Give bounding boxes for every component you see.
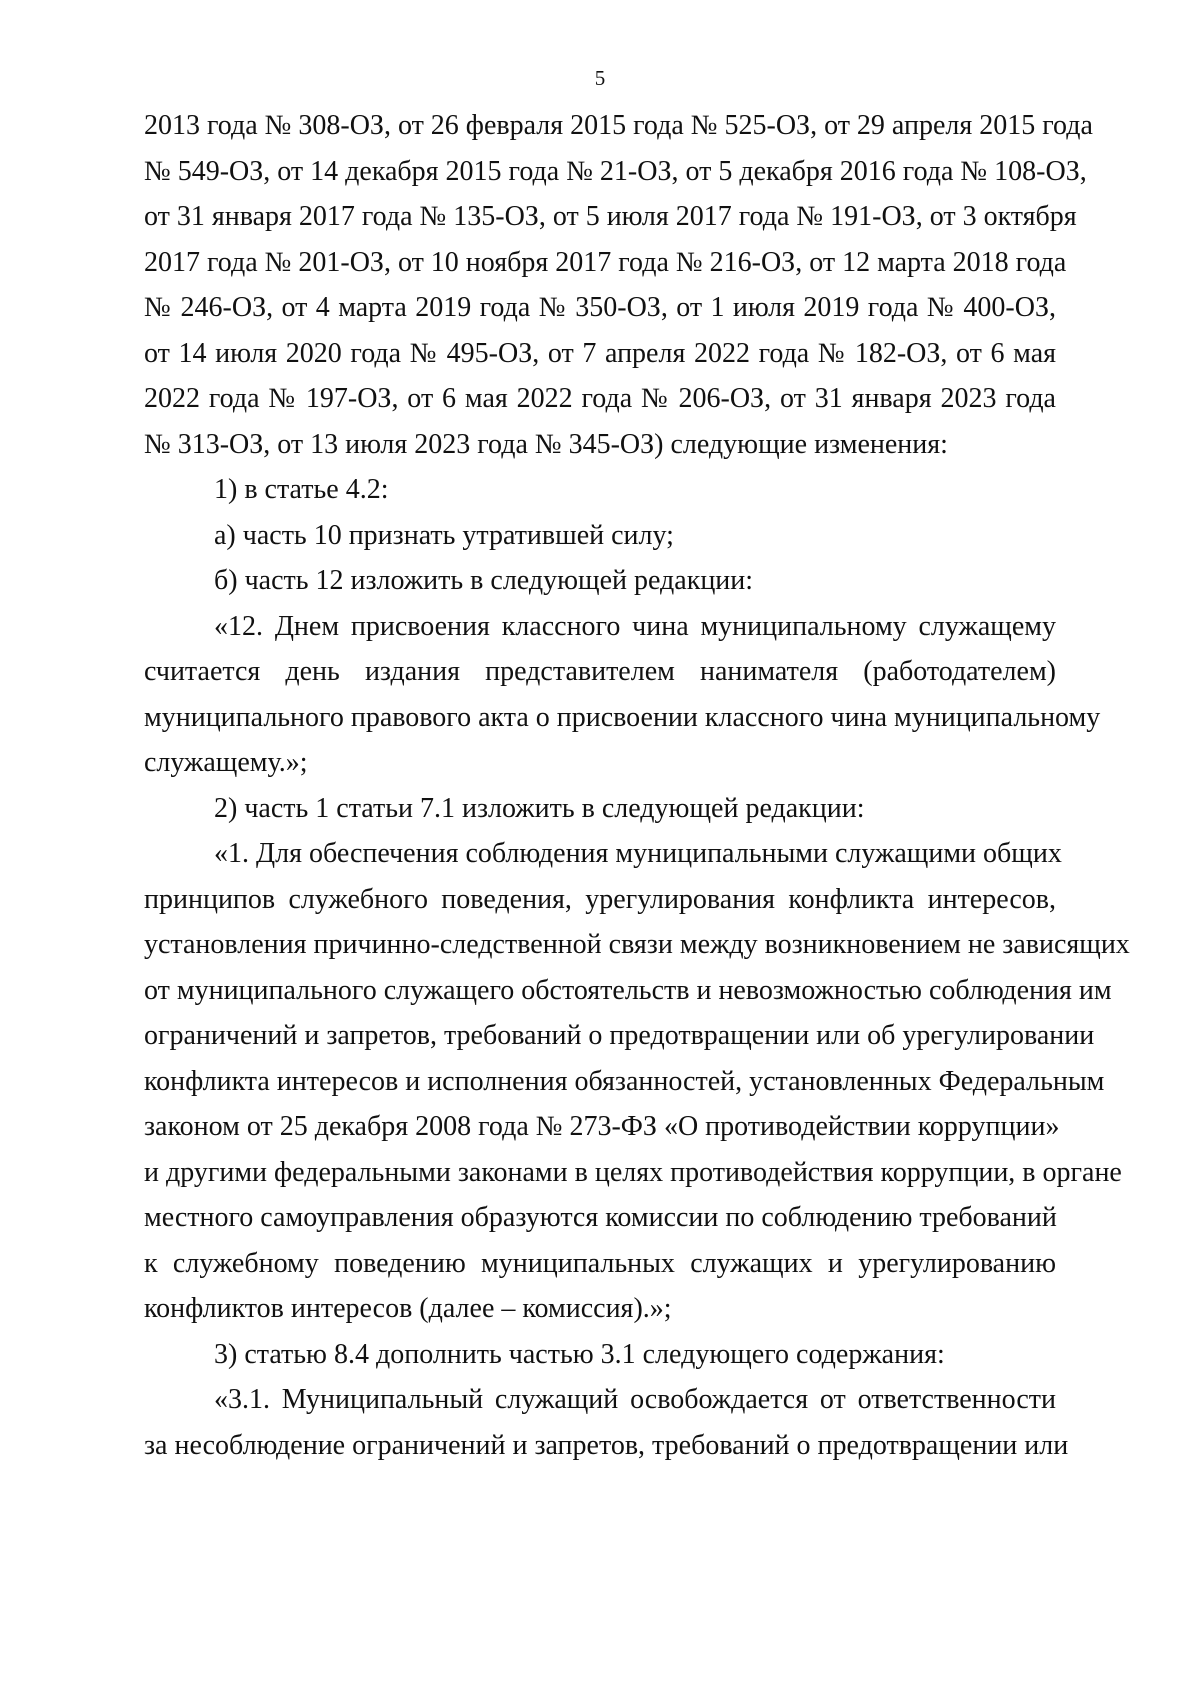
text-line: за несоблюдение ограничений и запретов, требований о предотвращении или <box>144 1429 1069 1461</box>
text-line: 2017 года № 201-ОЗ, от 10 ноября 2017 года № 216-ОЗ, от 12 марта 2018 года <box>144 246 1067 278</box>
text-line: принципов служебного поведения, урегулирования конфликта интересов, <box>144 883 1056 915</box>
text-line: муниципального правового акта о присвоении классного чина муниципальному <box>144 701 1101 733</box>
text-line: № 549-ОЗ, от 14 декабря 2015 года № 21-ОЗ, от 5 декабря 2016 года № 108-ОЗ, <box>144 155 1087 187</box>
text-line: а) часть 10 признать утратившей силу; <box>214 519 674 551</box>
text-line: «1. Для обеспечения соблюдения муниципальными служащими общих <box>214 838 1062 869</box>
text-line: ограничений и запретов, требований о предотвращении или об урегулировании <box>144 1020 1095 1051</box>
text-line: 2022 года № 197-ОЗ, от 6 мая 2022 года № 206-ОЗ, от 31 января 2023 года <box>144 383 1056 414</box>
text-line: 2013 года № 308-ОЗ, от 26 февраля 2015 года № 525-ОЗ, от 29 апреля 2015 года <box>144 110 1093 141</box>
text-line: № 313-ОЗ, от 13 июля 2023 года № 345-ОЗ) следующие изменения: <box>144 428 948 460</box>
text-line: к служебному поведению муниципальных служащих и урегулированию <box>144 1247 1056 1279</box>
text-line: конфликта интересов и исполнения обязанностей, установленных Федеральным <box>144 1065 1105 1097</box>
page-number: 5 <box>594 66 606 90</box>
text-line: законом от 25 декабря 2008 года № 273-ФЗ «О противодействии коррупции» <box>144 1111 1060 1142</box>
text-line: и другими федеральными законами в целях противодействия коррупции, в органе <box>144 1156 1122 1188</box>
text-line: «3.1. Муниципальный служащий освобождается от ответственности <box>214 1384 1056 1415</box>
text-line: от 31 января 2017 года № 135-ОЗ, от 5 июля 2017 года № 191-ОЗ, от 3 октября <box>144 201 1077 232</box>
text-line: «12. Днем присвоения классного чина муниципальному служащему <box>214 610 1056 642</box>
text-line: б) часть 12 изложить в следующей редакции: <box>214 565 754 596</box>
document-body <box>144 103 1130 1468</box>
text-line: 1) в статье 4.2: <box>214 474 389 505</box>
text-line: от муниципального служащего обстоятельств и невозможностью соблюдения им <box>144 974 1112 1006</box>
text-line: местного самоуправления образуются комиссии по соблюдению требований <box>144 1202 1057 1233</box>
text-line: № 246-ОЗ, от 4 марта 2019 года № 350-ОЗ, от 1 июля 2019 года № 400-ОЗ, <box>144 292 1056 323</box>
text-line: конфликтов интересов (далее – комиссия).»; <box>144 1293 672 1324</box>
text-line: 3) статью 8.4 дополнить частью 3.1 следующего содержания: <box>214 1338 945 1370</box>
text-line: установления причинно-следственной связи между возникновением не зависящих <box>144 929 1130 960</box>
text-line: 2) часть 1 статьи 7.1 изложить в следующей редакции: <box>214 792 865 824</box>
text-line: от 14 июля 2020 года № 495-ОЗ, от 7 апреля 2022 года № 182-ОЗ, от 6 мая <box>144 337 1056 369</box>
text-line: служащему.»; <box>144 747 308 778</box>
text-line: считается день издания представителем нанимателя (работодателем) <box>144 656 1056 687</box>
